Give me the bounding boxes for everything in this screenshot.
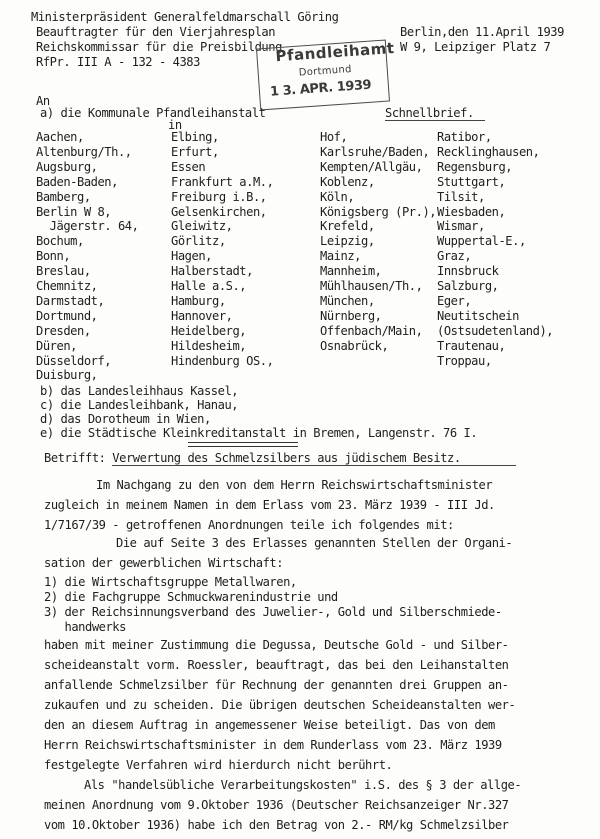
body-line: haben mit meiner Zustimmung die Degussa, Deutsche Gold - und Silber- xyxy=(44,638,509,652)
schnellbrief-underline xyxy=(385,120,485,121)
city-cell: Augsburg, xyxy=(36,159,98,174)
city-cell: Wiesbaden, xyxy=(437,204,506,219)
recipient-e: e) die Städtische Kleinkreditanstalt in Bremen, Langenstr. 76 I. xyxy=(40,426,478,440)
city-cell: Leipzig, xyxy=(320,234,375,249)
city-cell: Görlitz, xyxy=(171,234,226,249)
city-cell: Hagen, xyxy=(171,249,212,264)
city-cell: Berlin W 8, xyxy=(36,204,112,219)
recipient-b: b) das Landesleihhaus Kassel, xyxy=(40,384,239,398)
city-cell: Nürnberg, xyxy=(320,308,382,323)
recipient-d: d) das Dorotheum in Wien, xyxy=(40,412,211,426)
city-cell: Erfurt, xyxy=(171,144,219,159)
city-cell: Hildesheim, xyxy=(171,338,247,353)
city-cell: Tilsit, xyxy=(437,189,485,204)
city-cell: Ratibor, xyxy=(437,130,492,144)
city-cell: Hamburg, xyxy=(171,293,226,308)
city-cell: Kempten/Allgäu, xyxy=(320,159,423,174)
city-cell: Regensburg, xyxy=(437,159,513,174)
city-cell: Freiburg i.B., xyxy=(171,189,267,204)
city-cell: Halberstadt, xyxy=(171,264,253,279)
recipient-c: c) die Landesleihbank, Hanau, xyxy=(40,398,239,412)
city-cell: Chemnitz, xyxy=(36,279,98,293)
city-cell: Wismar, xyxy=(437,219,485,234)
city-cell: Bamberg, xyxy=(36,189,91,204)
city-cell: Troppau, xyxy=(437,353,492,368)
city-cell: Gleiwitz, xyxy=(171,219,233,234)
subject-line: Betrifft: Verwertung des Schmelzsilbers aus jüdischem Besitz. xyxy=(44,451,461,465)
body-line: den an diesem Auftrag in angemessener Weise beteiligt. Das von dem xyxy=(44,718,495,732)
city-cell: (Ostsudetenland), xyxy=(437,323,554,338)
city-cell: Elbing, xyxy=(171,130,219,144)
body-line: 3) der Reichsinnungsverband des Juwelier-, Gold und Silberschmiede- xyxy=(44,605,502,619)
city-cell: Offenbach/Main, xyxy=(320,323,423,338)
city-cell: München, xyxy=(320,293,375,308)
body-line: zugleich in meinem Namen in dem Erlass vom 23. März 1939 - III Jd. xyxy=(44,498,495,512)
city-cell: Heidelberg, xyxy=(171,323,247,338)
city-cell: Breslau, xyxy=(36,264,91,279)
city-cell: Altenburg/Th., xyxy=(36,144,132,159)
body-line: meinen Anordnung vom 9.Oktober 1936 (Deutscher Reichsanzeiger Nr.327 xyxy=(44,798,509,812)
city-cell: Düsseldorf, xyxy=(36,353,112,368)
body-line: Als "handelsübliche Verarbeitungskosten" i.S. des § 3 der allge- xyxy=(84,778,522,792)
city-cell: Köln, xyxy=(320,189,355,204)
city-cell: Frankfurt a.M., xyxy=(171,174,274,189)
body-line: zukaufen und zu scheiden. Die übrigen deutschen Scheideanstalten wer- xyxy=(44,698,516,712)
subject-underline xyxy=(112,465,516,466)
reference-number: RfPr. III A - 132 - 4383 xyxy=(36,55,200,69)
stamp-office: Pfandleihamt xyxy=(274,38,396,66)
city-cell: Essen xyxy=(171,159,206,174)
sender-line-3: Reichskommissar für die Preisbildung xyxy=(36,40,282,54)
body-line: handwerks xyxy=(44,620,126,634)
city-cell: Hof, xyxy=(320,130,348,144)
city-cell: Osnabrück, xyxy=(320,338,389,353)
place-date: Berlin,den 11.April 1939 xyxy=(400,25,564,39)
city-cell: Mannheim, xyxy=(320,264,382,279)
body-line: festgelegte Verfahren wird hierdurch nicht berührt. xyxy=(44,758,393,772)
city-cell: Stuttgart, xyxy=(437,174,506,189)
body-line: scheideanstalt vorm. Roessler, beauftragt, das bei den Leihanstalten xyxy=(44,658,509,672)
body-line: anfallende Schmelzsilber für Rechnung der genannten drei Gruppen an- xyxy=(44,678,509,692)
sender-address: W 9, Leipziger Platz 7 xyxy=(400,40,551,54)
city-cell: Baden-Baden, xyxy=(36,174,118,189)
stamp-city: Dortmund xyxy=(298,63,353,79)
city-cell: Dortmund, xyxy=(36,308,98,323)
city-cell: Wuppertal-E., xyxy=(437,234,526,249)
city-cell: Bonn, xyxy=(36,249,71,264)
received-stamp xyxy=(256,38,396,111)
city-cell: Jägerstr. 64, xyxy=(36,219,139,234)
body-line: vom 10.Oktober 1936) habe ich den Betrag von 2.- RM/kg Schmelzsilber xyxy=(44,818,509,832)
city-cell: Duisburg, xyxy=(36,368,98,383)
city-cell: Innsbruck xyxy=(437,264,499,279)
city-cell: Eger, xyxy=(437,293,472,308)
city-cell: Hindenburg OS., xyxy=(171,353,274,368)
city-cell: Halle a.S., xyxy=(171,279,247,293)
body-line: 1/7167/39 - getroffenen Anordnungen teile ich folgendes mit: xyxy=(44,518,454,532)
city-cell: Krefeld, xyxy=(320,219,375,234)
city-cell: Bochum, xyxy=(36,234,84,249)
city-cell: Koblenz, xyxy=(320,174,375,189)
recipient-a: a) die Kommunale Pfandleihanstalt xyxy=(40,106,266,120)
an-label: An xyxy=(36,94,50,108)
stamp-date: 1 3. APR. 1939 xyxy=(269,77,372,100)
city-cell: Aachen, xyxy=(36,130,84,144)
city-cell: Neutitschein xyxy=(437,308,519,323)
city-cell: Dresden, xyxy=(36,323,91,338)
city-cell: Königsberg (Pr.), xyxy=(320,204,437,219)
body-line: 2) die Fachgruppe Schmuckwarenindustrie und xyxy=(44,590,338,604)
city-cell: Hannover, xyxy=(171,308,233,323)
city-cell: Trautenau, xyxy=(437,338,506,353)
in-label: in xyxy=(168,118,182,132)
city-cell: Graz, xyxy=(437,249,472,264)
city-cell: Salzburg, xyxy=(437,279,499,293)
body-line: Im Nachgang zu den von dem Herrn Reichswirtschaftsminister xyxy=(96,478,493,492)
schnellbrief-label: Schnellbrief. xyxy=(385,106,474,120)
city-cell: Darmstadt, xyxy=(36,293,105,308)
city-cell: Düren, xyxy=(36,338,77,353)
body-line: Herrn Reichswirtschaftsminister in dem Runderlass vom 23. März 1939 xyxy=(44,738,502,752)
city-cell: Gelsenkirchen, xyxy=(171,204,267,219)
city-cell: Recklinghausen, xyxy=(437,144,540,159)
city-cell: Mainz, xyxy=(320,249,361,264)
body-line: 1) die Wirtschaftsgruppe Metallwaren, xyxy=(44,575,297,589)
city-cell: Mühlhausen/Th., xyxy=(320,279,423,293)
city-cell: Karlsruhe/Baden, xyxy=(320,144,430,159)
body-line: sation der gewerblichen Wirtschaft: xyxy=(44,556,284,570)
sender-line-2: Beauftragter für den Vierjahresplan xyxy=(36,25,276,39)
sender-line-1: Ministerpräsident Generalfeldmarschall Göring xyxy=(31,10,339,24)
separator-rule xyxy=(188,442,298,447)
body-line: Die auf Seite 3 des Erlasses genannten Stellen der Organi- xyxy=(116,536,513,550)
